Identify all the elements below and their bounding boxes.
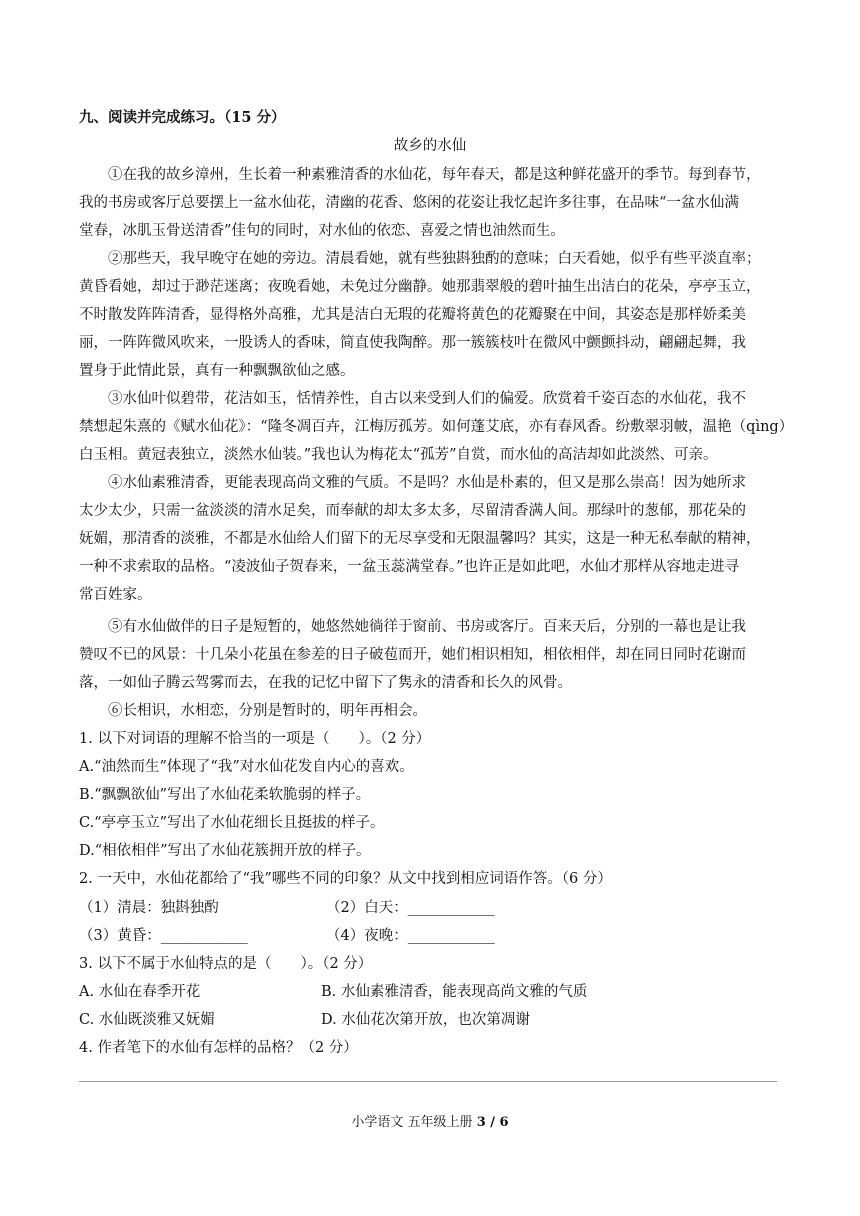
- paragraph-line: 不时散发阵阵清香，显得格外高雅，尤其是洁白无瑕的花瓣将黄色的花瓣聚在中间，其姿态是那样娇柔美: [79, 307, 746, 323]
- question-4-stem: 4. 作者笔下的水仙有怎样的品格？（2 分）: [79, 1040, 358, 1056]
- section-heading: 九、阅读并完成练习。（15 分）: [79, 109, 286, 126]
- paragraph-line: ①在我的故乡漳州，生长着一种素雅清香的水仙花，每年春天，都是这种鲜花盛开的季节。每到春节，: [108, 167, 761, 183]
- question-2-stem: 2. 一天中，水仙花都给了“我”哪些不同的印象？从文中找到相应词语作答。（6 分）: [79, 871, 612, 887]
- paragraph-line: 黄昏看她，却过于渺茫迷离；夜晚看她，未免过分幽静。她那翡翠般的碧叶抽生出洁白的花朵，亭亭玉立，: [79, 279, 761, 295]
- paragraph-line: ⑤有水仙做伴的日子是短暂的，她悠然她徜徉于窗前、书房或客厅。百来天后，分别的一幕也是让我: [108, 619, 746, 635]
- question-3-option-a: A. 水仙在春季开花: [79, 984, 201, 1000]
- question-2-item-2[interactable]: （2）白天：____________: [326, 900, 495, 916]
- paragraph-line: 禁想起朱熹的《赋水仙花》：“隆冬凋百卉，江梅厉孤芳。如何蓬艾底，亦有春风香。纷敷翠羽帔，温艳（qìng）: [79, 419, 794, 435]
- question-1-option-d: D.“相依相伴”写出了水仙花簇拥开放的样子。: [79, 843, 371, 859]
- paragraph-line: ⑥长相识，水相恋，分别是暂时的，明年再相会。: [108, 703, 427, 719]
- question-1-option-b: B.“飘飘欲仙”写出了水仙花柔软脆弱的样子。: [79, 787, 371, 803]
- paragraph-line: 置身于此情此景，真有一种飘飘欲仙之感。: [79, 363, 355, 379]
- answer-line[interactable]: [79, 1081, 777, 1082]
- paragraph-line: 太少太少，只需一盆淡淡的清水足矣，而奉献的却太多太多，尽留清香满人间。那绿叶的葱郁，那花朵的: [79, 503, 746, 519]
- paragraph-line: 白玉相。黄冠表独立，淡然水仙装。”我也认为梅花太“孤芳”自赏，而水仙的高洁却如此淡然、可亲。: [79, 447, 718, 463]
- question-3-option-d: D. 水仙花次第开放，也次第凋谢: [321, 1012, 530, 1028]
- article-title: 故乡的水仙: [393, 138, 467, 154]
- paragraph-line: 我的书房或客厅总要摆上一盆水仙花，清幽的花香、悠闲的花姿让我忆起许多往事，在品味“一盆水仙满: [79, 195, 739, 211]
- question-3-option-b: B. 水仙素雅清香，能表现高尚文雅的气质: [321, 984, 588, 1000]
- question-1-stem: 1. 以下对词语的理解不恰当的一项是（ ）。（2 分）: [79, 731, 431, 747]
- paragraph-line: 堂春，冰肌玉骨送清香”佳句的同时，对水仙的依恋、喜爱之情也油然而生。: [79, 223, 565, 239]
- paragraph-line: 一种不求索取的品格。“凌波仙子贺春来，一盆玉蕊满堂春。”也许正是如此吧，水仙才那样从容地走进寻: [79, 559, 740, 575]
- question-2-item-3[interactable]: （3）黄昏：____________: [79, 928, 248, 944]
- page-number: 3 / 6: [476, 1115, 509, 1130]
- question-3-option-c: C. 水仙既淡雅又妩媚: [79, 1012, 215, 1028]
- footer-text: 小学语文 五年级上册: [351, 1115, 473, 1130]
- question-2-item-1: （1）清晨：独斟独酌: [79, 900, 219, 916]
- page-footer: [0, 1111, 860, 1130]
- paragraph-line: ④水仙素雅清香，更能表现高尚文雅的气质。不是吗？水仙是朴素的，但又是那么崇高！因为她所求: [108, 475, 746, 491]
- paragraph-line: 妩媚，那清香的淡雅，不都是水仙给人们留下的无尽享受和无限温馨吗？其实，这是一种无私奉献的精神，: [79, 531, 761, 547]
- paragraph-line: 丽，一阵阵微风吹来，一股诱人的香味，简直使我陶醉。那一簇簇枝叶在微风中颤颤抖动，翩翩起舞，我: [79, 335, 746, 351]
- paragraph-line: 常百姓家。: [79, 587, 152, 603]
- question-1-option-a: A.“油然而生”体现了“我”对水仙花发自内心的喜欢。: [79, 759, 414, 775]
- question-1-option-c: C.“亭亭玉立”写出了水仙花细长且挺拔的样子。: [79, 815, 385, 831]
- paragraph-line: ②那些天，我早晚守在她的旁边。清晨看她，就有些独斟独酌的意味；白天看她，似乎有些平淡直率；: [108, 251, 761, 267]
- paragraph-line: 赞叹不已的风景：十几朵小花虽在参差的日子破苞而开，她们相识相知，相依相伴，却在同日同时花谢而: [79, 647, 746, 663]
- question-2-item-4[interactable]: （4）夜晚：____________: [326, 928, 495, 944]
- paragraph-line: 落，一如仙子腾云驾雾而去，在我的记忆中留下了隽永的清香和长久的风骨。: [79, 675, 572, 691]
- question-3-stem: 3. 以下不属于水仙特点的是（ ）。（2 分）: [79, 956, 373, 972]
- paragraph-line: ③水仙叶似碧带，花洁如玉，恬情养性，自古以来受到人们的偏爱。欣赏着千姿百态的水仙花，我不: [108, 391, 746, 407]
